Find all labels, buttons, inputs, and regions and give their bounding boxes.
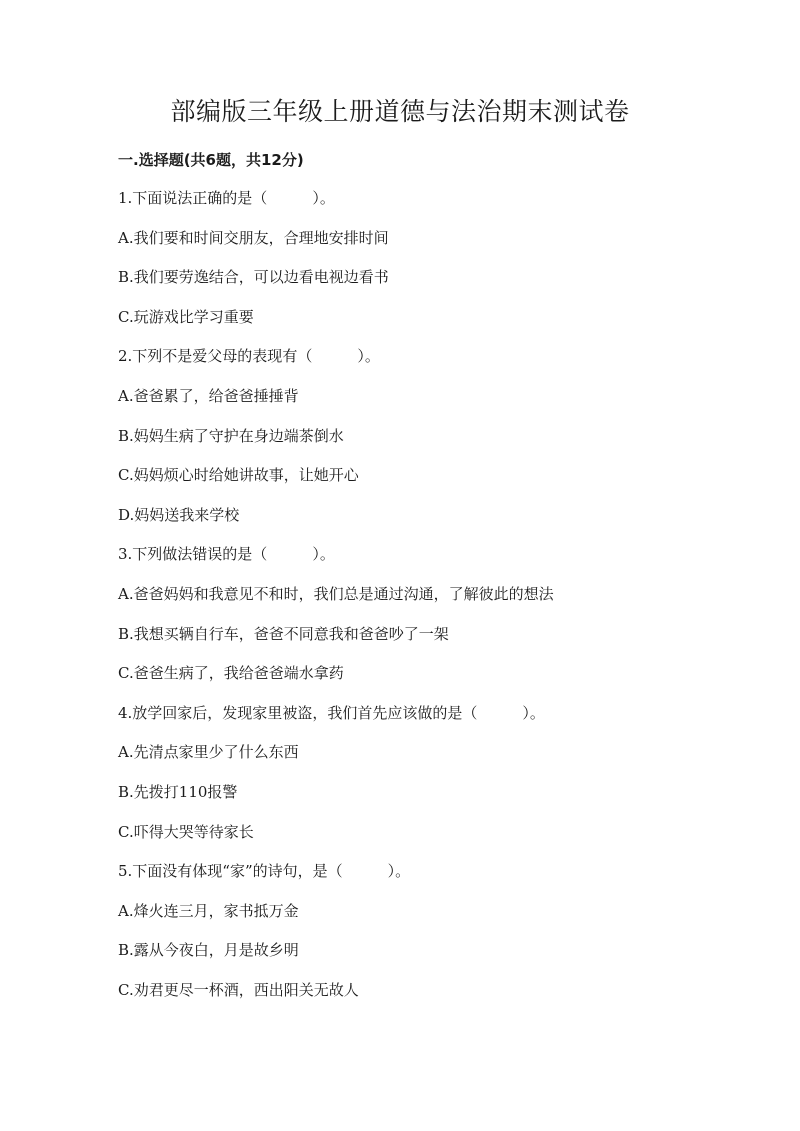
question-2-option-d: D.妈妈送我来学校: [118, 506, 240, 524]
section-heading: 一.选择题(共6题，共12分): [118, 151, 304, 169]
question-2-option-c: C.妈妈烦心时给她讲故事，让她开心: [118, 466, 359, 484]
question-4-option-c: C.吓得大哭等待家长: [118, 823, 254, 841]
question-2-option-a: A.爸爸累了，给爸爸捶捶背: [118, 387, 299, 405]
question-5-option-b: B.露从今夜白，月是故乡明: [118, 941, 299, 959]
question-stem-1: 1.下面说法正确的是（ ）。: [118, 189, 335, 207]
question-stem-4: 4.放学回家后，发现家里被盗，我们首先应该做的是（ ）。: [118, 704, 545, 722]
question-3-option-a: A.爸爸妈妈和我意见不和时，我们总是通过沟通，了解彼此的想法: [118, 585, 554, 603]
question-stem-5: 5.下面没有体现“家”的诗句，是（ ）。: [118, 862, 411, 880]
question-4-option-b: B.先拨打110报警: [118, 783, 238, 801]
question-2-option-b: B.妈妈生病了守护在身边端茶倒水: [118, 427, 344, 445]
question-stem-2: 2.下列不是爱父母的表现有（ ）。: [118, 347, 380, 365]
question-5-option-a: A.烽火连三月，家书抵万金: [118, 902, 299, 920]
page-title: 部编版三年级上册道德与法治期末测试卷: [170, 97, 630, 126]
question-3-option-b: B.我想买辆自行车，爸爸不同意我和爸爸吵了一架: [118, 625, 449, 643]
question-3-option-c: C.爸爸生病了，我给爸爸端水拿药: [118, 664, 344, 682]
question-stem-3: 3.下列做法错误的是（ ）。: [118, 545, 335, 563]
question-1-option-a: A.我们要和时间交朋友，合理地安排时间: [118, 229, 389, 247]
question-1-option-b: B.我们要劳逸结合，可以边看电视边看书: [118, 268, 389, 286]
question-5-option-c: C.劝君更尽一杯酒，西出阳关无故人: [118, 981, 359, 999]
question-4-option-a: A.先清点家里少了什么东西: [118, 743, 299, 761]
question-1-option-c: C.玩游戏比学习重要: [118, 308, 254, 326]
